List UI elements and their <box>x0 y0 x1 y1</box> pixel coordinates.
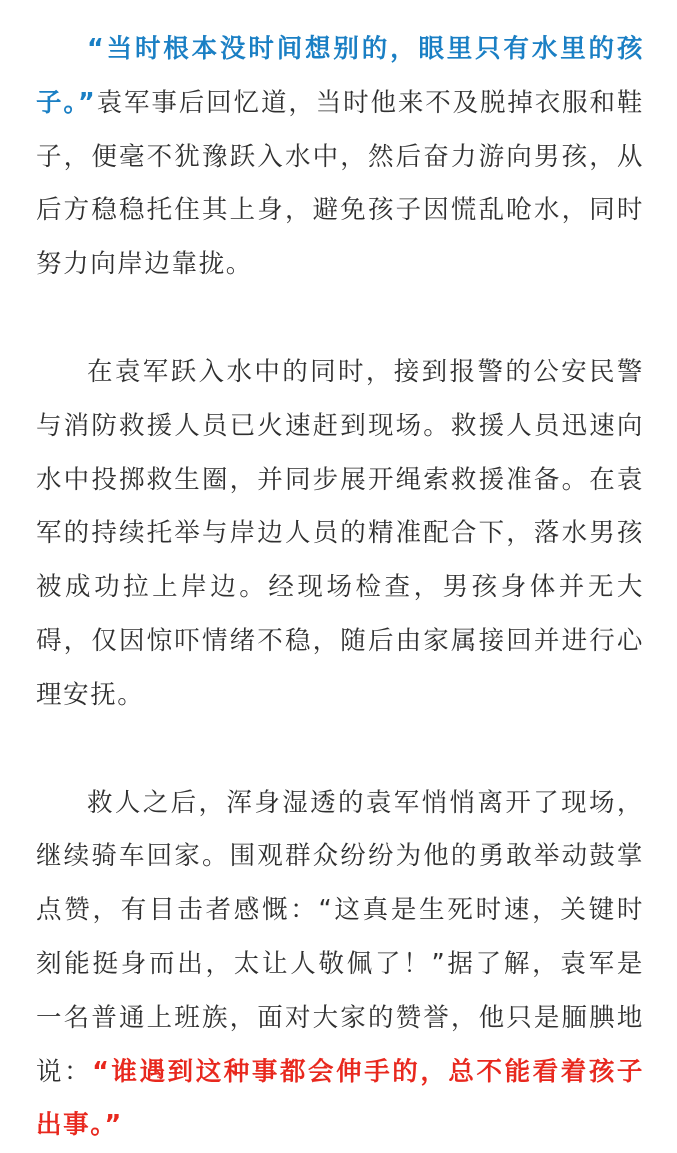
highlighted-quote-red: “谁遇到这种事都会伸手的，总不能看着孩子出事。” <box>36 1056 644 1141</box>
article-body <box>36 23 644 1153</box>
paragraph-1 <box>36 23 644 292</box>
paragraph-2 <box>36 346 644 723</box>
highlighted-quote-blue: “当时根本没时间想别的，眼里只有水里的孩子。” <box>36 34 644 118</box>
paragraph-2-text: 在袁军跃入水中的同时，接到报警的公安民警与消防救援人员已火速赶到现场。救援人员迅速向水中投掷救生圈，并同步展开绳索救援准备。在袁军的持续托举与岸边人员的精准配合下，落水男孩被成功拉上岸边。经现场检查，男孩身体并无大碍，仅因惊吓情绪不稳，随后由家属接回并进行心理安抚。 <box>36 356 644 710</box>
paragraph-3-text: 救人之后，浑身湿透的袁军悄悄离开了现场，继续骑车回家。围观群众纷纷为他的勇敢举动鼓掌点赞，有目击者感慨：“这真是生死时速，关键时刻能挺身而出，太让人敬佩了！”据了解，袁军是一名普通上班族，面对大家的赞誉，他只是腼腆地说： <box>36 787 644 1087</box>
paragraph-3 <box>36 777 644 1153</box>
paragraph-1-text: 袁军事后回忆道，当时他来不及脱掉衣服和鞋子，便毫不犹豫跃入水中，然后奋力游向男孩，从后方稳稳托住其上身，避免孩子因慌乱呛水，同时努力向岸边靠拢。 <box>36 87 644 280</box>
